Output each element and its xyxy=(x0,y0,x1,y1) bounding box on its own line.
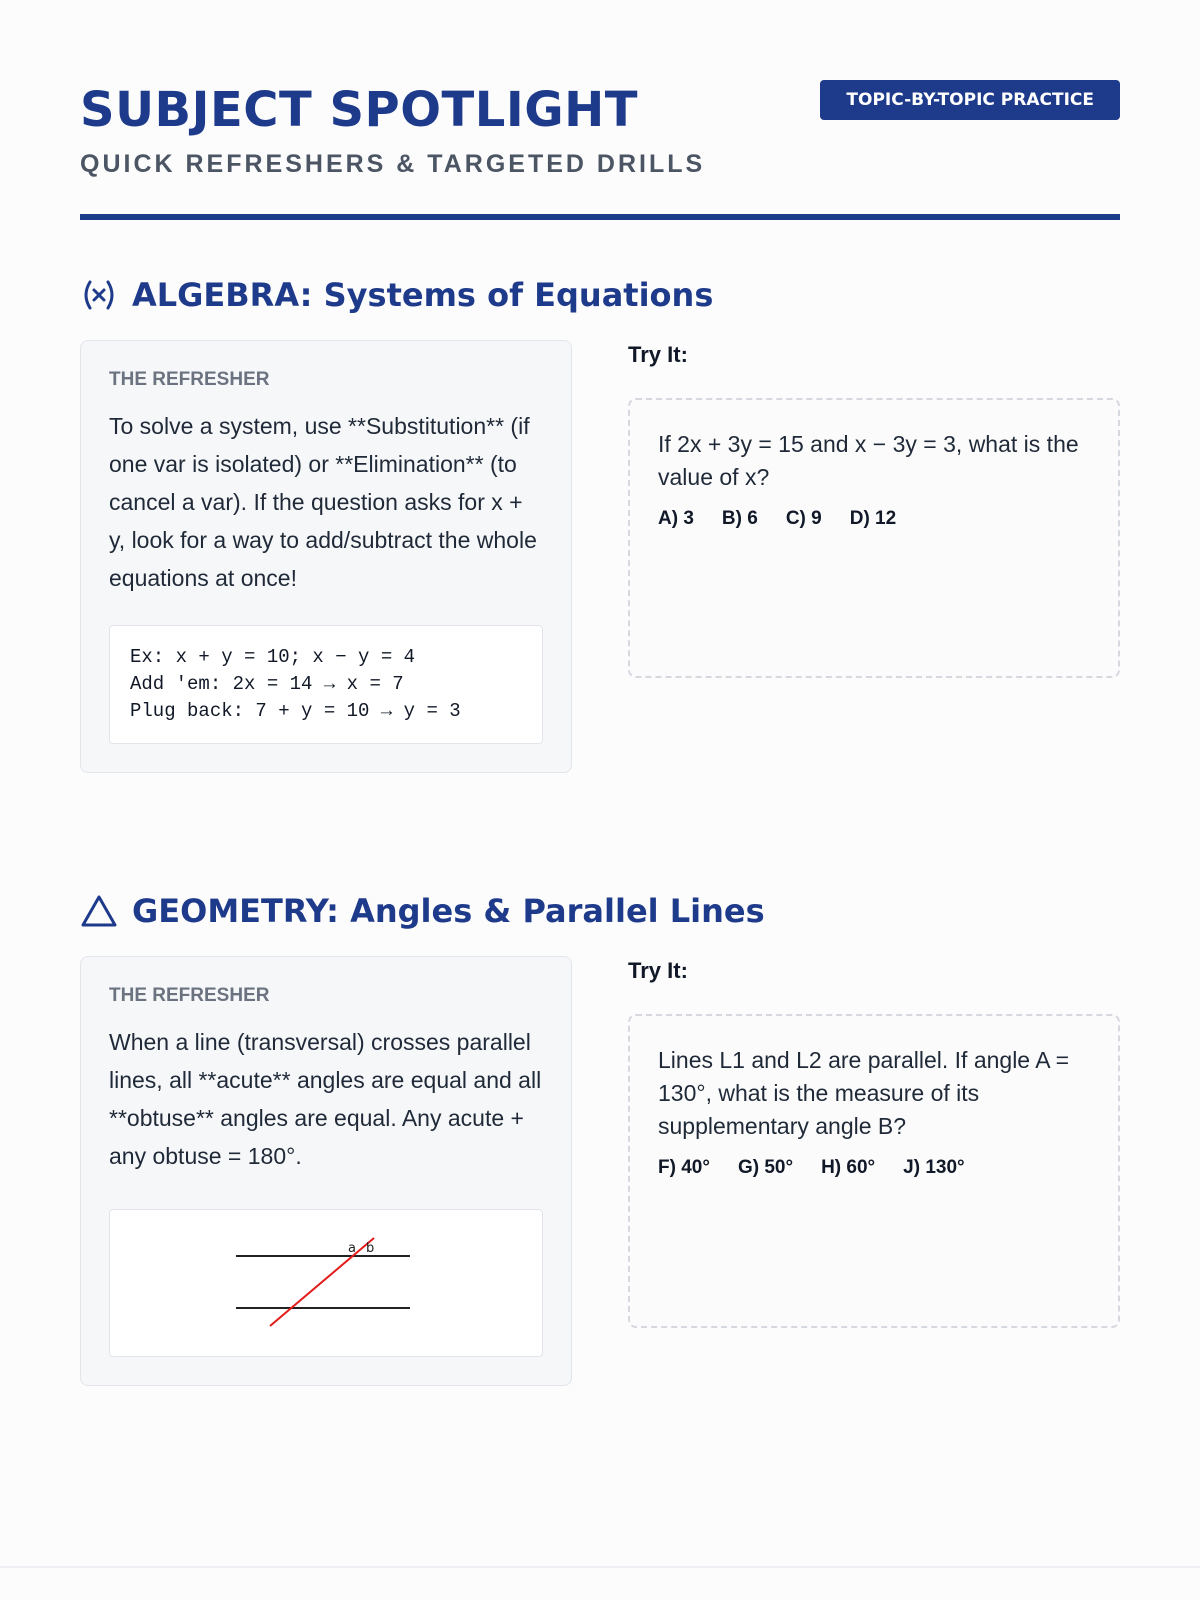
angle-label-b: b xyxy=(366,1241,375,1256)
algebra-practice-question xyxy=(628,398,1120,678)
header-divider xyxy=(80,214,1120,220)
geometry-section-heading xyxy=(80,886,765,936)
answer-choice[interactable]: J) 130° xyxy=(903,1157,965,1178)
answer-choices xyxy=(658,508,1090,530)
geometry-refresher-card xyxy=(80,956,572,1386)
example-line: Ex: x + y = 10; x − y = 4 xyxy=(130,646,416,668)
algebra-section-title: ALGEBRA: Systems of Equations xyxy=(132,276,714,314)
refresher-label: THE REFRESHER xyxy=(109,985,270,1006)
try-it-label: Try It: xyxy=(628,958,688,983)
refresher-label: THE REFRESHER xyxy=(109,369,270,390)
refresher-text: To solve a system, use **Substitution** (if one var is isolated) or **Elimination** (to cancel a var). If the question asks for x + y, look for a way to add/subtract the whole equations at once! xyxy=(109,413,537,591)
example-line: Add 'em: 2x = 14 → x = 7 xyxy=(130,673,404,695)
footer-divider xyxy=(0,1566,1200,1568)
answer-choice[interactable]: F) 40° xyxy=(658,1157,710,1178)
refresher-text: When a line (transversal) crosses parallel lines, all **acute** angles are equal and all **obtuse** angles are equal. Any acute + any obtuse = 180°. xyxy=(109,1029,542,1169)
x-in-parentheses-icon xyxy=(80,276,118,314)
answer-choice[interactable]: H) 60° xyxy=(821,1157,876,1178)
page-subtitle: QUICK REFRESHERS & TARGETED DRILLS xyxy=(80,150,706,178)
answer-choice[interactable]: D) 12 xyxy=(849,508,897,529)
answer-choice[interactable]: B) 6 xyxy=(721,508,758,529)
answer-choice[interactable]: C) 9 xyxy=(785,508,822,529)
parallel-lines-svg xyxy=(110,1210,544,1356)
geometry-section-title: GEOMETRY: Angles & Parallel Lines xyxy=(132,892,765,930)
parallel-lines-diagram xyxy=(109,1209,543,1357)
try-it-label: Try It: xyxy=(628,342,688,367)
transversal-line xyxy=(270,1238,374,1326)
example-line: Plug back: 7 + y = 10 → y = 3 xyxy=(130,700,461,722)
example-box xyxy=(109,625,543,744)
question-text: Lines L1 and L2 are parallel. If angle A = 130°, what is the measure of its supplementary angle B? xyxy=(658,1047,1070,1139)
answer-choices xyxy=(658,1157,1090,1179)
question-text: If 2x + 3y = 15 and x − 3y = 3, what is the value of x? xyxy=(658,431,1079,490)
algebra-refresher-card xyxy=(80,340,572,773)
practice-badge: TOPIC-BY-TOPIC PRACTICE xyxy=(820,80,1120,120)
header xyxy=(80,78,1120,228)
triangle-icon xyxy=(80,892,118,930)
page-title: SUBJECT SPOTLIGHT xyxy=(80,82,639,138)
algebra-section-heading xyxy=(80,270,713,320)
answer-choice[interactable]: G) 50° xyxy=(737,1157,794,1178)
answer-choice[interactable]: A) 3 xyxy=(658,508,694,529)
angle-label-a: a xyxy=(348,1241,356,1256)
geometry-practice-question xyxy=(628,1014,1120,1328)
